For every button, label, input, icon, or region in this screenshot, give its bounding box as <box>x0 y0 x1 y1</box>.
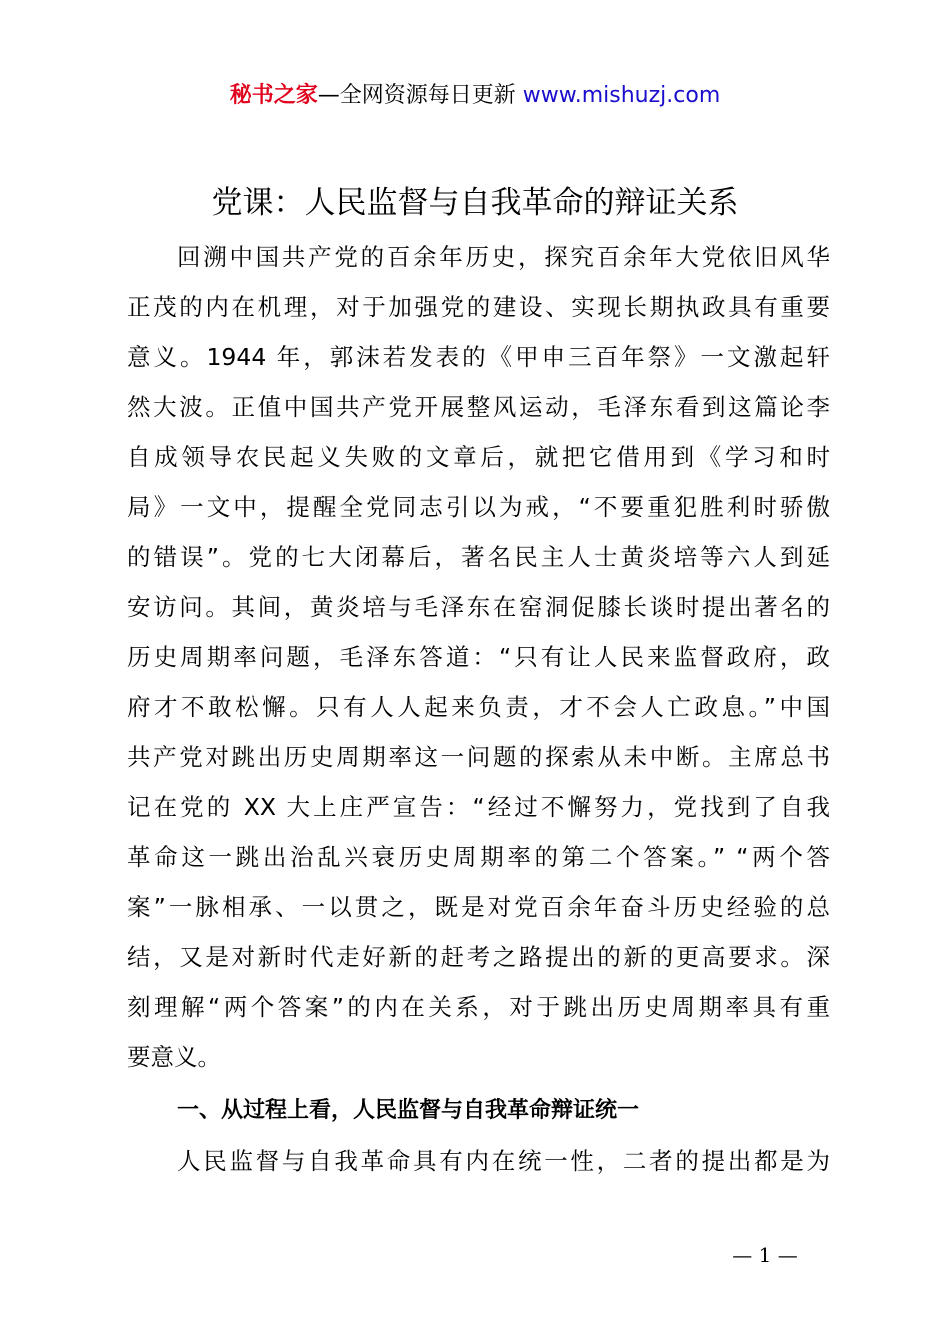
paragraph-intro <box>127 232 830 1082</box>
paragraph-line: 的错误”。党的七大闭幕后，著名民主人士黄炎培等六人到延 <box>127 543 830 571</box>
paragraph-line: 革命这一跳出治乱兴衰历史周期率的第二个答案。” “两个答 <box>127 843 830 871</box>
paragraph-line: 局》一文中，提醒全党同志引以为戒，“不要重犯胜利时骄傲 <box>127 493 830 521</box>
paragraph-line: 人民监督与自我革命具有内在统一性，二者的提出都是为 <box>177 1147 830 1175</box>
document-header <box>0 80 950 112</box>
paragraph-line: 自成领导农民起义失败的文章后，就把它借用到《学习和时 <box>127 443 830 471</box>
paragraph-line: 意义。1944 年，郭沫若发表的《甲申三百年祭》一文激起轩 <box>127 343 830 371</box>
header-tagline: —全网资源每日更新 <box>317 83 523 108</box>
paragraph-line: 历史周期率问题，毛泽东答道：“只有让人民来监督政府，政 <box>127 643 830 671</box>
paragraph-section1 <box>127 1136 830 1186</box>
header-brand: 秘书之家 <box>229 83 318 108</box>
paragraph-line: 府才不敢松懈。只有人人起来负责，才不会人亡政息。”中国 <box>127 693 830 721</box>
document-body <box>127 232 830 1186</box>
paragraph-line: 案”一脉相承、一以贯之，既是对党百余年奋斗历史经验的总 <box>127 893 830 921</box>
paragraph-line: 要意义。 <box>127 1043 221 1071</box>
paragraph-line: 然大波。正值中国共产党开展整风运动，毛泽东看到这篇论李 <box>127 393 830 421</box>
paragraph-line: 正茂的内在机理，对于加强党的建设、实现长期执政具有重要 <box>127 293 830 321</box>
paragraph-line: 共产党对跳出历史周期率这一问题的探索从未中断。主席总书 <box>127 743 830 771</box>
header-site-link[interactable]: www.mishuzj.com <box>522 83 721 108</box>
paragraph-line: 结，又是对新时代走好新的赶考之路提出的新的更高要求。深 <box>127 943 830 971</box>
section-heading: 一、从过程上看，人民监督与自我革命辩证统一 <box>177 1098 640 1123</box>
paragraph-line: 安访问。其间，黄炎培与毛泽东在窑洞促膝长谈时提出著名的 <box>127 593 830 621</box>
document-title: 党课：人民监督与自我革命的辩证关系 <box>211 185 739 221</box>
paragraph-line: 回溯中国共产党的百余年历史，探究百余年大党依旧风华 <box>177 243 830 271</box>
paragraph-line: 记在党的 XX 大上庄严宣告：“经过不懈努力，党找到了自我 <box>127 793 830 821</box>
paragraph-line: 刻理解“两个答案”的内在关系，对于跳出历史周期率具有重 <box>127 993 830 1021</box>
page-number: — 1 — <box>732 1243 798 1267</box>
